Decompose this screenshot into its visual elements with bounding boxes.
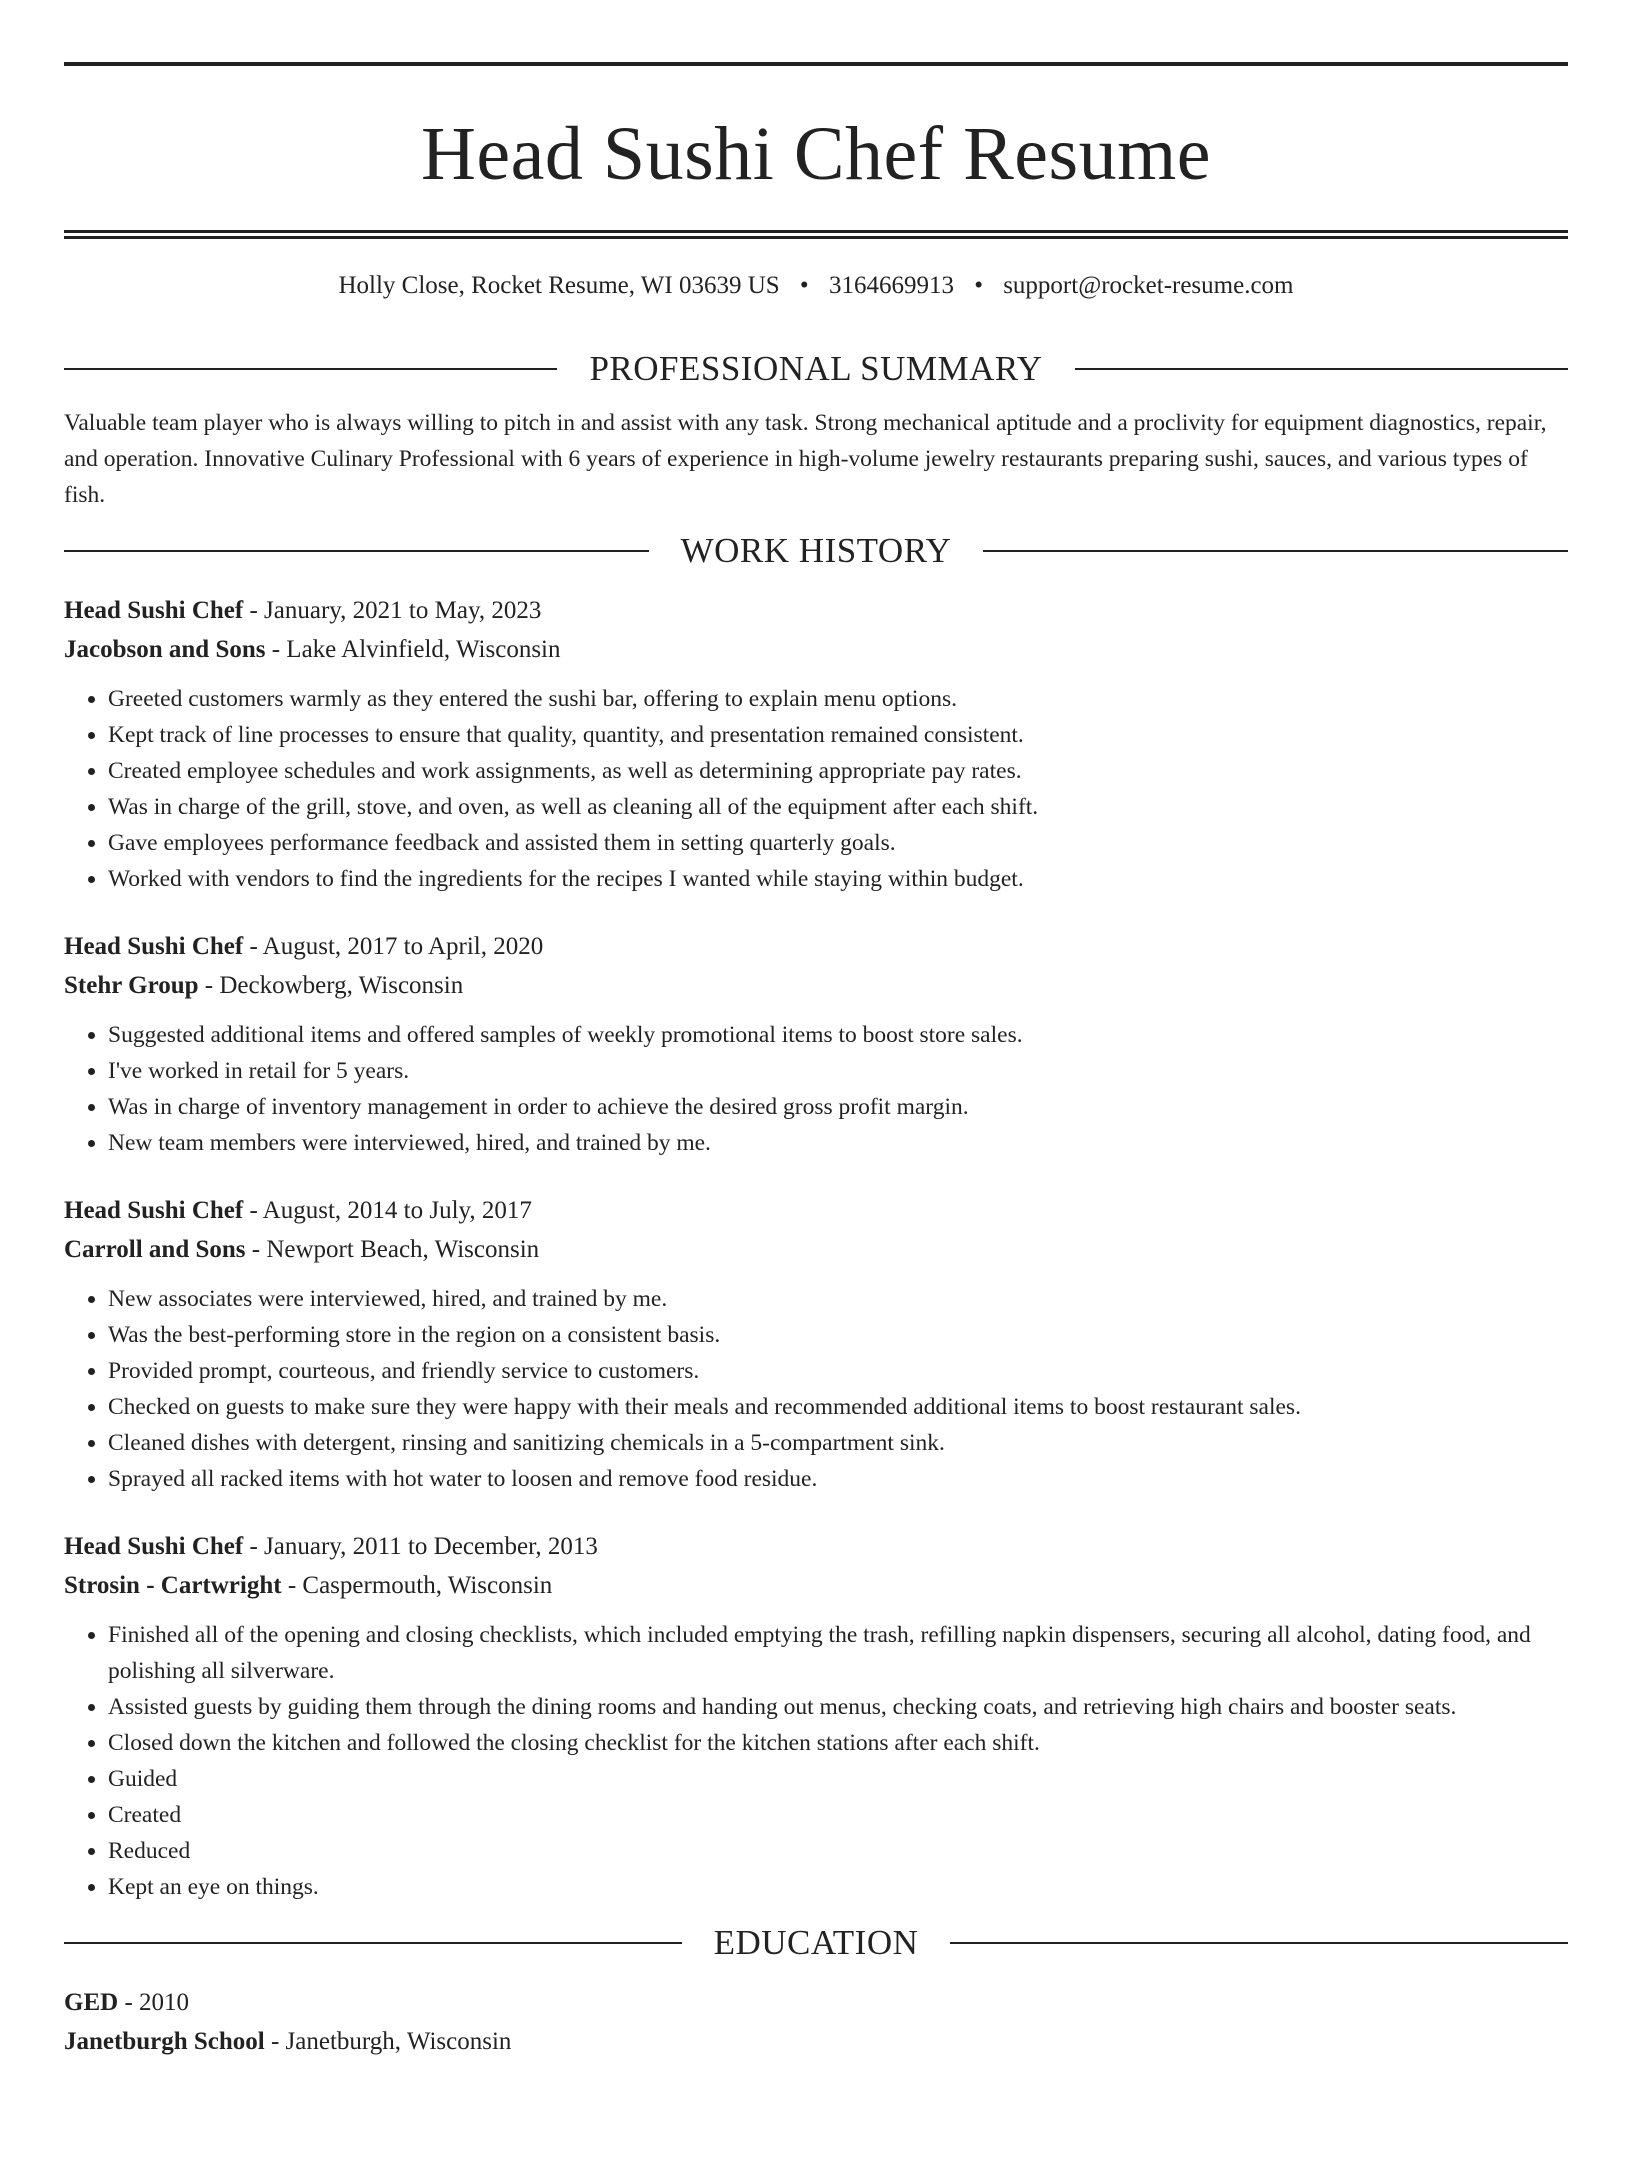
job-company-line [64, 1230, 1568, 1269]
job-location: - Caspermouth, Wisconsin [281, 1572, 553, 1599]
job-list [64, 591, 1568, 1905]
list-item: • Guided [108, 1761, 1568, 1797]
resume-title: Head Sushi Chef Resume [421, 112, 1211, 196]
job-role: Head Sushi Chef [64, 597, 244, 624]
education-school: Janetburgh School [64, 2028, 265, 2055]
job-entry [64, 1527, 1568, 1905]
contact-separator: • [974, 272, 983, 299]
list-item: • Gave employees performance feedback and assisted them in setting quarterly goals. [108, 825, 1568, 861]
job-company-line [64, 1566, 1568, 1605]
education-degree-line [64, 1983, 1568, 2022]
education-degree: GED [64, 1989, 119, 2016]
job-role: Head Sushi Chef [64, 1533, 244, 1560]
summary-heading-label: PROFESSIONAL SUMMARY [589, 349, 1043, 388]
title-double-rule [64, 230, 1568, 239]
job-company: Strosin - Cartwright [64, 1572, 282, 1599]
job-title-line [64, 1191, 1568, 1230]
list-item: • Kept an eye on things. [108, 1869, 1568, 1905]
heading-rule-right [1075, 368, 1568, 370]
job-company-line [64, 966, 1568, 1005]
summary-heading [64, 347, 1568, 391]
contact-line [64, 269, 1568, 303]
contact-address: Holly Close, Rocket Resume, WI 03639 US [338, 272, 780, 299]
job-company: Stehr Group [64, 972, 199, 999]
contact-separator: • [799, 272, 809, 299]
job-bullets [64, 1617, 1568, 1905]
list-item: • Sprayed all racked items with hot water to loosen and remove food residue. [108, 1461, 1568, 1497]
resume-page [0, 62, 1632, 2174]
job-entry [64, 1191, 1568, 1497]
education-year: - 2010 [118, 1989, 190, 2016]
job-bullets [64, 1281, 1568, 1497]
list-item: • Assisted guests by guiding them through the dining rooms and handing out menus, checking coats, and retrieving high chairs and booster seats. [108, 1689, 1568, 1725]
work-history-heading [64, 529, 1568, 573]
job-dates: - August, 2017 to April, 2020 [243, 933, 544, 960]
list-item: • New team members were interviewed, hired, and trained by me. [108, 1125, 1568, 1161]
job-bullets [64, 1017, 1568, 1161]
job-dates: - January, 2021 to May, 2023 [243, 597, 542, 624]
job-entry [64, 591, 1568, 897]
list-item: • Closed down the kitchen and followed the closing checklist for the kitchen stations after each shift. [108, 1725, 1568, 1761]
heading-rule-right [950, 1942, 1568, 1944]
list-item: • Was in charge of inventory management in order to achieve the desired gross profit margin. [108, 1089, 1568, 1125]
list-item: • New associates were interviewed, hired, and trained by me. [108, 1281, 1568, 1317]
list-item: • Reduced [108, 1833, 1568, 1869]
job-entry [64, 927, 1568, 1161]
top-rule [64, 62, 1568, 66]
contact-email: support@rocket-resume.com [1003, 272, 1294, 299]
list-item: • Created [108, 1797, 1568, 1833]
job-bullets [64, 681, 1568, 897]
list-item: • I've worked in retail for 5 years. [108, 1053, 1568, 1089]
list-item: • Checked on guests to make sure they were happy with their meals and recommended additional items to boost restaurant sales. [108, 1389, 1568, 1425]
job-location: - Deckowberg, Wisconsin [198, 972, 464, 999]
list-item: • Created employee schedules and work assignments, as well as determining appropriate pay rates. [108, 753, 1568, 789]
education-location: - Janetburgh, Wisconsin [264, 2028, 512, 2055]
education-school-line [64, 2022, 1568, 2061]
job-title-line [64, 1527, 1568, 1566]
list-item: • Suggested additional items and offered samples of weekly promotional items to boost store sales. [108, 1017, 1568, 1053]
job-dates: - January, 2011 to December, 2013 [243, 1533, 598, 1560]
job-location: - Lake Alvinfield, Wisconsin [265, 636, 561, 663]
heading-rule-left [64, 368, 557, 370]
job-company: Carroll and Sons [64, 1236, 246, 1263]
list-item: • Kept track of line processes to ensure that quality, quantity, and presentation remained consistent. [108, 717, 1568, 753]
job-company: Jacobson and Sons [64, 636, 266, 663]
list-item: • Was the best-performing store in the region on a consistent basis. [108, 1317, 1568, 1353]
job-dates: - August, 2014 to July, 2017 [243, 1197, 532, 1224]
summary-text: Valuable team player who is always willing to pitch in and assist with any task. Strong mechanical aptitude and a proclivity for equipment diagnostics, repair, and operation. Innovative Culinary Professional with 6 years of experience in high-volume jewelry restaurants preparing sushi, sauces, and various types of fish. [64, 410, 1547, 508]
job-role: Head Sushi Chef [64, 1197, 244, 1224]
heading-rule-left [64, 1942, 682, 1944]
education-entry [64, 1983, 1568, 2061]
education-heading-label: EDUCATION [713, 1923, 919, 1962]
list-item: • Worked with vendors to find the ingredients for the recipes I wanted while staying within budget. [108, 861, 1568, 897]
job-role: Head Sushi Chef [64, 933, 244, 960]
job-title-line [64, 591, 1568, 630]
job-location: - Newport Beach, Wisconsin [245, 1236, 540, 1263]
contact-phone: 3164669913 [828, 272, 954, 299]
list-item: • Was in charge of the grill, stove, and oven, as well as cleaning all of the equipment after each shift. [108, 789, 1568, 825]
heading-rule-right [983, 550, 1568, 552]
list-item: • Finished all of the opening and closing checklists, which included emptying the trash, refilling napkin dispensers, securing all alcohol, dating food, and polishing all silverware. [108, 1617, 1568, 1689]
list-item: • Cleaned dishes with detergent, rinsing and sanitizing chemicals in a 5-compartment sink. [108, 1425, 1568, 1461]
heading-rule-left [64, 550, 649, 552]
list-item: • Greeted customers warmly as they entered the sushi bar, offering to explain menu options. [108, 681, 1568, 717]
education-heading [64, 1921, 1568, 1965]
job-company-line [64, 630, 1568, 669]
list-item: • Provided prompt, courteous, and friendly service to customers. [108, 1353, 1568, 1389]
job-title-line [64, 927, 1568, 966]
work-history-heading-label: WORK HISTORY [680, 531, 952, 570]
